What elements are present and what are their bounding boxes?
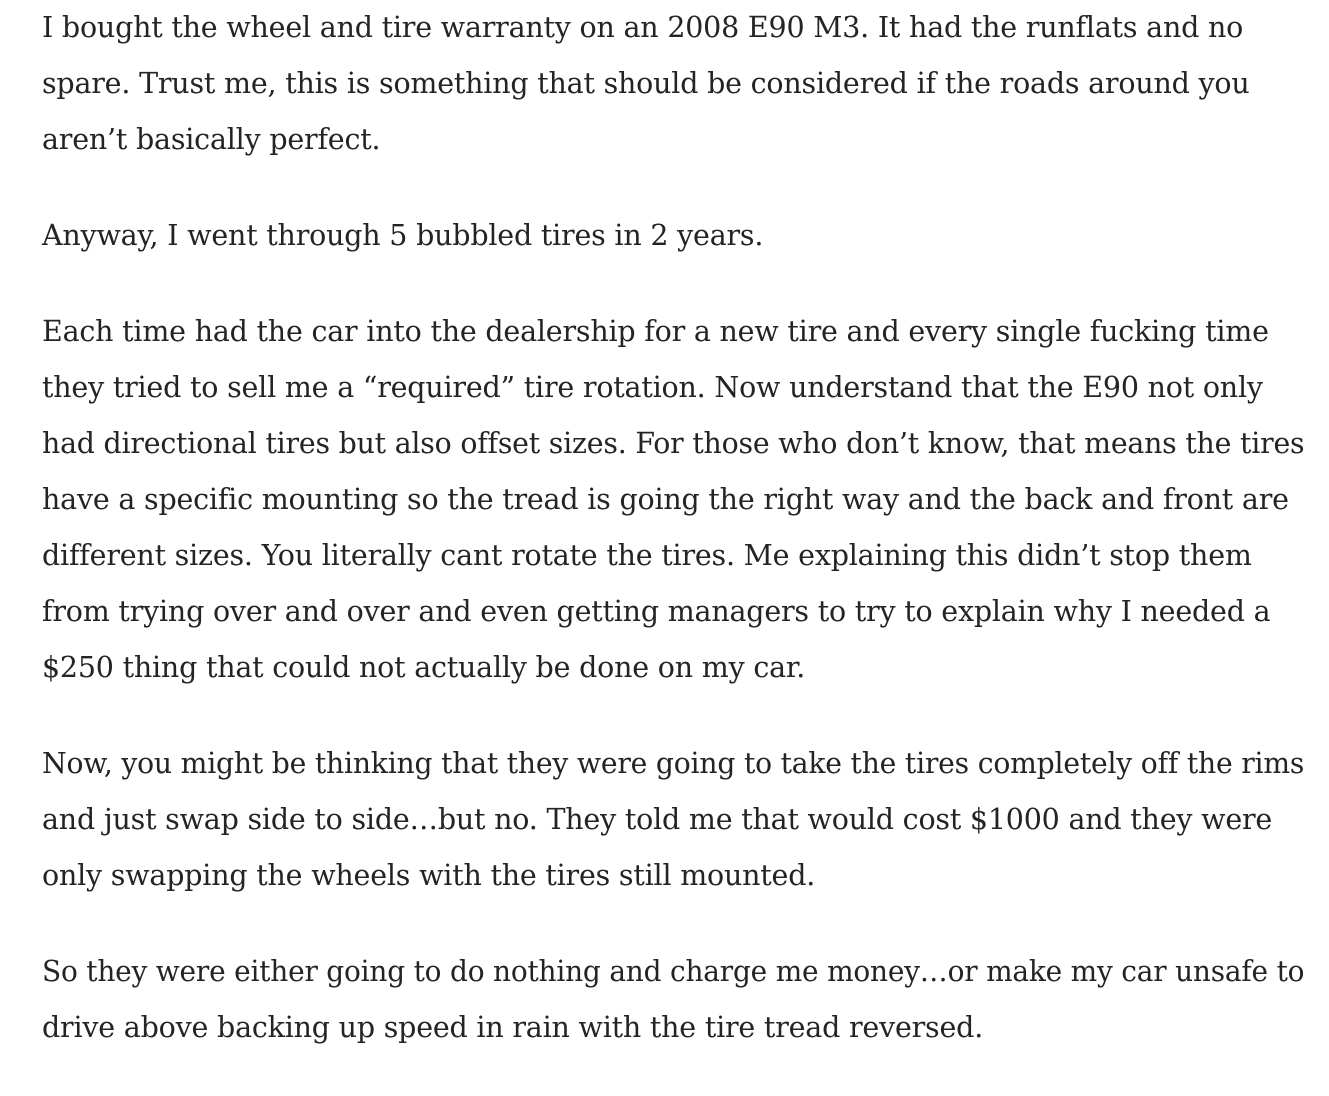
article-body: [42, 0, 1304, 1096]
paragraph-conclusion: [42, 944, 1304, 1056]
paragraph-bubbled-tires: [42, 208, 1304, 264]
text-line: different sizes. You literally cant rotate the tires. Me explaining this didn’t stop them: [42, 539, 1252, 572]
text-line: Each time had the car into the dealership for a new tire and every single fucking time: [42, 315, 1269, 348]
text-line: I bought the wheel and tire warranty on an 2008 E90 M3. It had the runflats and no: [42, 11, 1244, 44]
text-line: Anyway, I went through 5 bubbled tires in 2 years.: [42, 219, 764, 252]
text-line: $250 thing that could not actually be done on my car.: [42, 651, 806, 684]
text-line: Now, you might be thinking that they were going to take the tires completely off the rims: [42, 747, 1305, 780]
text-line: from trying over and over and even getting managers to try to explain why I needed a: [42, 595, 1271, 628]
paragraph-swap: [42, 736, 1304, 904]
text-line: they tried to sell me a “required” tire rotation. Now understand that the E90 not only: [42, 371, 1263, 404]
text-line: aren’t basically perfect.: [42, 123, 381, 156]
paragraph-warranty: [42, 0, 1304, 168]
text-line: and just swap side to side…but no. They told me that would cost $1000 and they were: [42, 803, 1273, 836]
paragraph-rotation: [42, 304, 1304, 696]
text-line: had directional tires but also offset sizes. For those who don’t know, that means the tires: [42, 427, 1305, 460]
text-line: have a specific mounting so the tread is going the right way and the back and front are: [42, 483, 1289, 516]
text-line: drive above backing up speed in rain with the tire tread reversed.: [42, 1011, 984, 1044]
text-line: So they were either going to do nothing and charge me money…or make my car unsafe to: [42, 955, 1305, 988]
text-line: only swapping the wheels with the tires still mounted.: [42, 859, 816, 892]
text-line: spare. Trust me, this is something that should be considered if the roads around you: [42, 67, 1250, 100]
